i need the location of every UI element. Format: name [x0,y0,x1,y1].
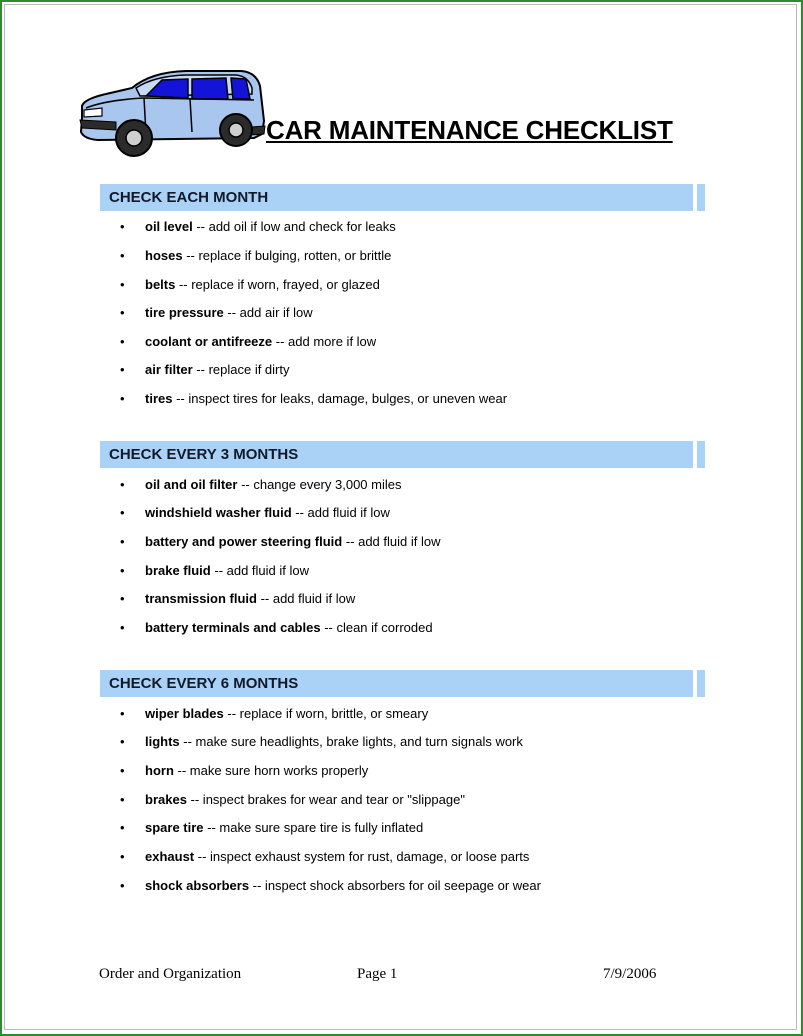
list-item: • oil level -- add oil if low and check for leaks [120,219,396,234]
bullet-icon: • [120,763,125,778]
list-item: • battery terminals and cables -- clean if corroded [120,620,433,635]
list-item: • brake fluid -- add fluid if low [120,563,310,578]
bullet-icon: • [120,820,125,835]
section-bar-cap [697,670,705,697]
section-bar-cap [697,441,705,468]
list-item: • transmission fluid -- add fluid if low [120,591,356,606]
footer-date: 7/9/2006 [603,966,657,982]
list-item: • air filter -- replace if dirty [120,362,290,377]
page-title: CAR MAINTENANCE CHECKLIST [266,115,673,145]
section-bar-cap [697,184,705,211]
bullet-icon: • [120,849,125,864]
bullet-icon: • [120,706,125,721]
list-item: • battery and power steering fluid -- add fluid if low [120,534,441,549]
bullet-icon: • [120,277,125,292]
bullet-icon: • [120,391,125,406]
list-item: • lights -- make sure headlights, brake lights, and turn signals work [120,734,523,749]
list-item: • tires -- inspect tires for leaks, damage, bulges, or uneven wear [120,391,508,406]
list-item: • oil and oil filter -- change every 3,000 miles [120,477,402,492]
section-title: CHECK EVERY 6 MONTHS [109,675,299,692]
bullet-icon: • [120,305,125,320]
list-item: • hoses -- replace if bulging, rotten, or brittle [120,248,392,263]
list-item: • belts -- replace if worn, frayed, or glazed [120,277,380,292]
bullet-icon: • [120,334,125,349]
list-item: • tire pressure -- add air if low [120,305,313,320]
list-item: • spare tire -- make sure spare tire is fully inflated [120,820,424,835]
list-item: • coolant or antifreeze -- add more if low [120,334,377,349]
bullet-icon: • [120,534,125,549]
footer-left: Order and Organization [99,966,242,982]
list-item: • exhaust -- inspect exhaust system for rust, damage, or loose parts [120,849,530,864]
bullet-icon: • [120,248,125,263]
footer-page-number: Page 1 [357,966,398,982]
section-bar-divider [693,184,695,211]
bullet-icon: • [120,878,125,893]
bullet-icon: • [120,620,125,635]
section-bar-divider [693,441,695,468]
bullet-icon: • [120,362,125,377]
bullet-icon: • [120,591,125,606]
bullet-icon: • [120,563,125,578]
section-header-6-months [100,670,695,697]
bullet-icon: • [120,734,125,749]
list-item: • wiper blades -- replace if worn, brittle, or smeary [120,706,429,721]
list-item: • shock absorbers -- inspect shock absorbers for oil seepage or wear [120,878,541,893]
bullet-icon: • [120,219,125,234]
section-header-monthly [100,184,695,211]
section-title: CHECK EACH MONTH [109,189,269,206]
car-icon [76,66,266,161]
list-item: • horn -- make sure horn works properly [120,763,369,778]
section-title: CHECK EVERY 3 MONTHS [109,446,299,463]
bullet-icon: • [120,505,125,520]
section-header-3-months [100,441,695,468]
bullet-icon: • [120,792,125,807]
section-bar-divider [693,670,695,697]
list-item: • windshield washer fluid -- add fluid if low [120,505,390,520]
bullet-icon: • [120,477,125,492]
list-item: • brakes -- inspect brakes for wear and tear or "slippage" [120,792,465,807]
